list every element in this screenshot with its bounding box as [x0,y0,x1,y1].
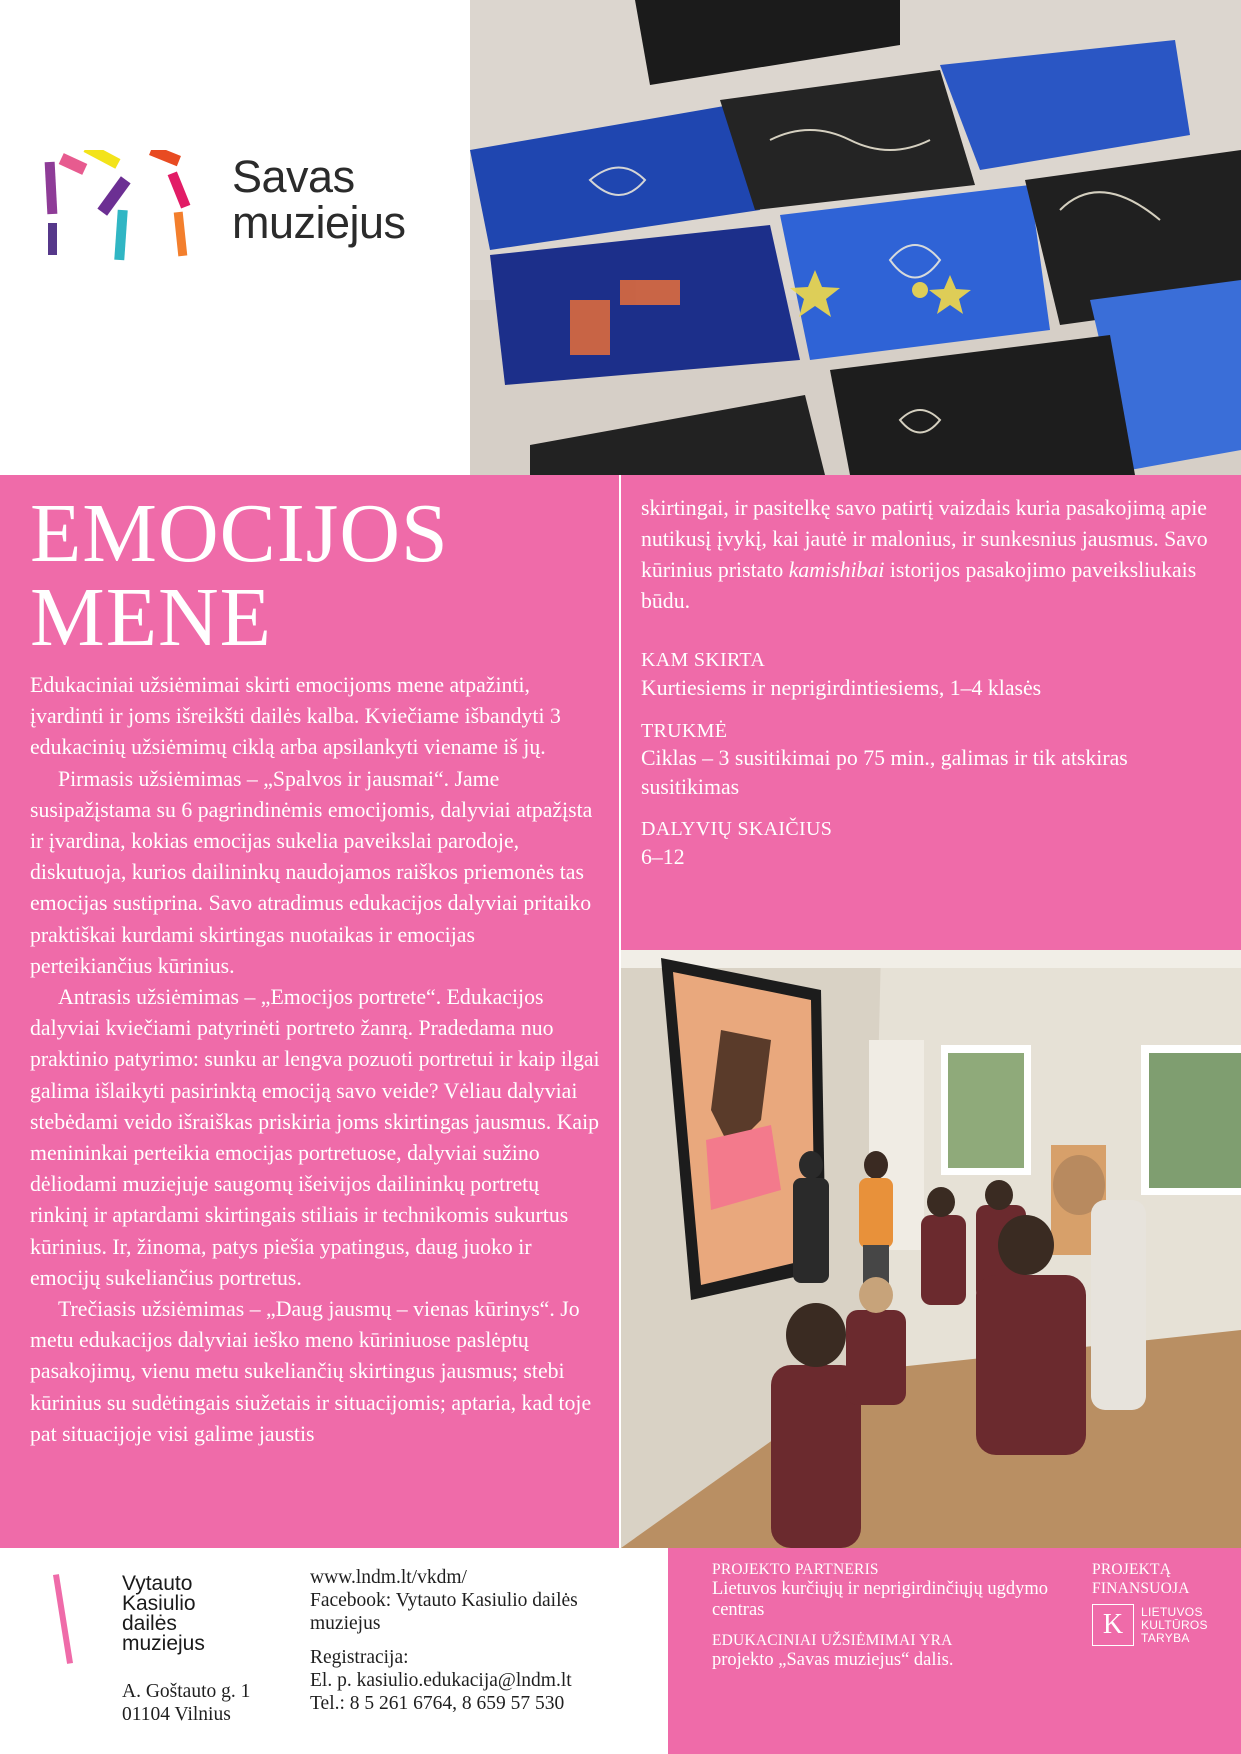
children-drawings-photo [470,0,1241,475]
intro-paragraph: Edukaciniai užsiėmimai skirti emocijoms mene atpažinti, įvardinti ir joms išreikšti dailės kalba. Kviečiame išbandyti 3 edukacinių užsiėmimų ciklą arba apsilankyti viename iš jų. [30,673,561,760]
logo-bar [59,153,88,175]
funder-name [1141,1606,1208,1645]
title-line1: EMOCIJOS [30,487,449,580]
audience-value: Kurtiesiems ir neprigirdintiesiems, 1–4 klasės [641,676,1042,700]
facebook-link[interactable]: Facebook: Vytauto Kasiulio dailės muziejus [310,1590,578,1634]
funder-logo [1092,1604,1232,1646]
title-line2: MENE [30,571,272,664]
museum-name-line4: muziejus [122,1632,205,1655]
funder-label: PROJEKTĄ FINANSUOJA [1092,1561,1190,1597]
funder-name-line3: TARYBA [1141,1630,1190,1645]
continuation-text-start: skirtingai, ir pasitelkę savo patirtį vaizdais kuria pasakojimą apie nutikusį įvykį, kai jautė ir malonius, ir sunkesnius jausmus. Savo kūrinius pristato [641,496,1208,582]
audience-block [641,647,1221,704]
partner-name: Lietuvos kurčiųjų ir neprigirdinčiųjų ugdymo centras [712,1579,1049,1620]
info-column [641,493,1221,887]
logo-bar [48,223,57,255]
museum-name-line3: dailės [122,1612,177,1635]
funder-column [1092,1560,1232,1646]
museum-logo-text [122,1574,205,1654]
logo-word-line1: Savas [232,151,355,202]
phone-numbers: Tel.: 8 5 261 6764, 8 659 57 530 [310,1693,565,1714]
gallery-visit-photo [621,950,1241,1548]
logo-bar [45,162,58,214]
funder-name-line1: LIETUVOS [1141,1604,1203,1619]
footer-partners [668,1548,1241,1754]
funder-name-line2: KULTŪROS [1141,1617,1208,1632]
partners-column [712,1560,1052,1671]
address-line2: 01104 Vilnius [122,1704,231,1725]
museum-name-line1: Vytauto [122,1572,193,1595]
continuation-paragraph [641,493,1221,617]
footer-contacts [0,1548,668,1754]
museum-contacts [310,1566,650,1715]
logo-bar [149,150,181,166]
logo-area [0,0,470,475]
program-label: EDUKACINIAI UŽSIĖMIMAI YRA [712,1632,953,1649]
continuation-italic-term: kamishibai [788,558,885,582]
email-link[interactable]: El. p. kasiulio.edukacija@lndm.lt [310,1670,572,1691]
logo-bar [174,212,188,257]
info-panel [621,475,1241,950]
website-link[interactable]: www.lndm.lt/vkdm/ [310,1567,467,1588]
lkt-logo-icon: K [1092,1604,1134,1646]
program-text: projekto „Savas muziejus“ dalis. [712,1650,954,1670]
continuation-text-end: istorijos pasakojimo paveiksliukais būdu. [641,558,1197,613]
session3-paragraph: Trečiasis užsiėmimas – „Daug jausmų – vienas kūrinys“. Jo metu edukacijos dalyviai ieško meno kūriniuose paslėptų pasakojimų, vienu metu sukeliančių skirtingus jausmus; stebi kūrinius su sudėtingais siužetais ir situacijomis; aptaria, kad toje pat situacijoje visi galime jaustis [30,1297,592,1446]
logo-wordmark [232,151,406,248]
savas-muziejus-logo-icon [40,150,200,290]
logo-bar [84,150,121,169]
audience-label: KAM SKIRTA [641,649,766,671]
museum-name-line2: Kasiulio [122,1592,196,1615]
participants-value: 6–12 [641,845,685,869]
page-title [30,487,449,664]
logo-bar [114,210,127,261]
address-line1: A. Goštauto g. 1 [122,1681,251,1702]
museum-address [122,1680,250,1726]
logo-bar [97,176,130,215]
museum-logo-bar-icon [53,1574,73,1664]
description-text [30,670,602,1450]
registration-label: Registracija: [310,1647,409,1668]
logo-word-line2: muziejus [232,197,406,248]
session2-paragraph: Antrasis užsiėmimas – „Emocijos portrete“. Edukacijos dalyviai kviečiami patyrinėti portreto žanrą. Pradedama nuo praktinio patyrimo: sunku ar lengva pozuoti portretui ir kaip ilgai galima išlaikyti pasirinktą emociją savo veide? Vėliau dalyviai stebėdami veido išraiškas priskiria joms skirtingas jausmus. Kaip menininkai perteikia emocijas portretuose, dalyviai sužino dėliodami muziejuje saugomų išeivijos dailininkų portretų rinkinį ir aptardami skirtingais stiliais ir technikomis sukurtus kūrinius. Ir, žinoma, patys piešia ypatingus, daug juoko ir emocijų sukeliančius portretus. [30,985,600,1290]
participants-block [641,816,1221,873]
partner-label: PROJEKTO PARTNERIS [712,1561,879,1578]
main-text-panel [0,475,619,1548]
participants-label: DALYVIŲ SKAIČIUS [641,818,833,840]
session1-paragraph: Pirmasis užsiėmimas – „Spalvos ir jausmai“. Jame susipažįstama su 6 pagrindinėmis emocijomis, dalyviai atpažįsta ir įvardina, kokias emocijas sukelia paveikslai parodoje, diskutuoja, kurios dailininkų naudojamos raiškos priemonės tas emocijas sustiprina. Savo atradimus edukacijos dalyviai pritaiko praktiškai kurdami skirtingas nuotaikas ir emocijas perteikiančius kūrinius. [30,766,593,978]
duration-label: TRUKMĖ [641,720,728,742]
duration-value: Ciklas – 3 susitikimai po 75 min., galimas ir tik atskiras susitikimas [641,746,1128,799]
duration-block [641,718,1221,802]
logo-bar [168,171,191,208]
